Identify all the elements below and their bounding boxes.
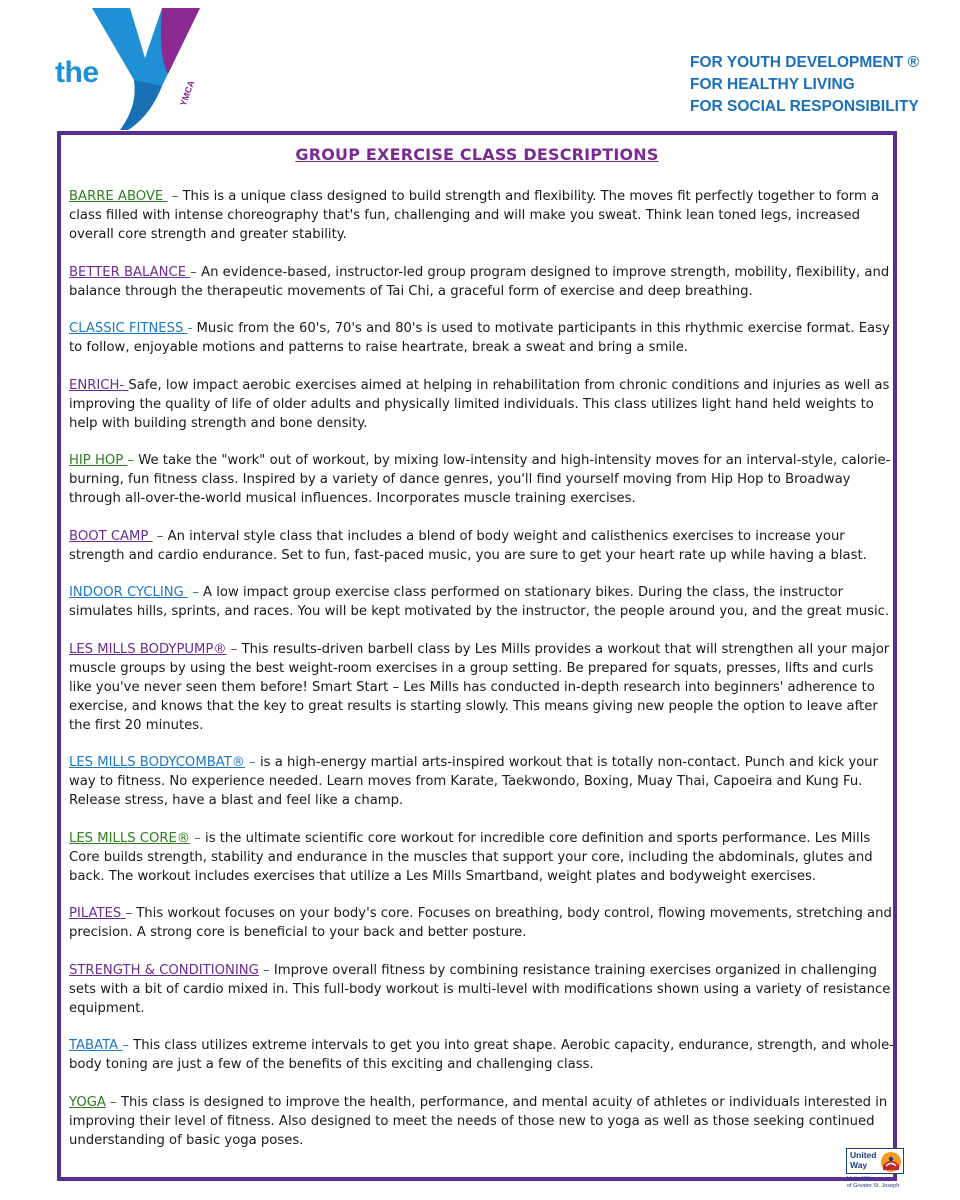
class-name: INDOOR CYCLING: [69, 585, 189, 600]
content-box: [57, 131, 897, 1181]
class-separator: –: [190, 830, 206, 846]
ymca-logo: [50, 6, 210, 131]
class-separator: –: [190, 264, 202, 280]
class-entry: [69, 451, 895, 508]
svg-text:®: ®: [190, 12, 197, 20]
class-entry: [69, 187, 895, 244]
united-way-sub-line: United Way: [847, 1176, 876, 1182]
class-description: A low impact group exercise class performed on stationary bikes. During the class, the instructor simulates hills, sprints, and races. You will be kept motivated by the instructor, the people around you, and the great music.: [69, 585, 890, 619]
tagline-line: FOR YOUTH DEVELOPMENT ®: [690, 54, 920, 71]
class-description: We take the "work" out of workout, by mixing low-intensity and high-intensity moves for an interval-style, calorie-burning, fun fitness class. Inspired by a variety of dance genres, you'll find yourself moving from Hip Hop to Broadway through all-over-the-world musical influences. Incorporates muscle training exercises.: [69, 453, 891, 506]
class-entry: [69, 319, 895, 357]
class-separator: –: [125, 906, 137, 921]
class-separator: –: [127, 453, 139, 468]
class-name: ENRICH-: [69, 377, 129, 393]
class-name: BARRE ABOVE: [69, 189, 168, 204]
class-name: STRENGTH & CONDITIONING: [69, 962, 259, 978]
united-way-line: Way: [850, 1160, 868, 1170]
class-description: This workout focuses on your body's core. Focuses on breathing, body control, flowing movements, stretching and precision. A strong core is beneficial to your back and better posture.: [69, 906, 892, 940]
class-name: LES MILLS CORE®: [69, 830, 191, 846]
page-header: [0, 0, 960, 130]
logo-the-text: the: [55, 56, 99, 89]
class-separator: –: [167, 189, 183, 204]
document-title: GROUP EXERCISE CLASS DESCRIPTIONS: [295, 145, 659, 164]
united-way-emblem-icon: [880, 1151, 902, 1173]
class-name: BETTER BALANCE: [69, 264, 191, 280]
class-separator: –: [152, 528, 168, 544]
class-name: HIP HOP: [69, 453, 128, 468]
united-way-badge: [846, 1148, 904, 1174]
class-entry: [69, 904, 895, 942]
class-description: Music from the 60's, 70's and 80's is used to motivate participants in this rhythmic exercise format. Easy to follow, enjoyable motions and patterns to raise heartrate, break a sweat and bring a smile.: [69, 321, 890, 355]
class-description: An interval style class that includes a blend of body weight and calisthenics exercises to increase your strength and cardio endurance. Set to fun, fast-paced music, you are sure to get your heart rate up while having a blast.: [69, 528, 867, 563]
united-way-logo: [846, 1148, 904, 1192]
class-description: is a high-energy martial arts-inspired workout that is totally non-contact. Punch and kick your way to fitness. No experience needed. Learn moves from Karate, Taekwondo, Boxing, Muay Thai, Capoeira and Kung Fu. Release stress, have a blast and feel like a champ.: [69, 755, 879, 808]
class-separator: -: [187, 321, 197, 336]
tagline-line: FOR HEALTHY LIVING: [690, 76, 855, 93]
class-list: [69, 187, 895, 1168]
class-entry: [69, 376, 895, 433]
class-entry: [69, 1036, 895, 1074]
class-name: TABATA: [69, 1038, 123, 1053]
class-name: YOGA: [69, 1094, 106, 1110]
class-description: This class is designed to improve the health, performance, and mental acuity of athletes or individuals interested in improving their level of fitness. Also designed to meet the needs of those new to yoga as well as those seeking continued understanding of basic yoga poses.: [69, 1094, 888, 1148]
class-description: Improve overall fitness by combining resistance training exercises organized in challenging sets with a bit of cardio mixed in. This full-body workout is multi-level with modifications shown using a variety of resistance equipment.: [69, 962, 891, 1016]
logo-ymca-text: YMCA: [178, 79, 197, 108]
united-way-line: United: [850, 1150, 877, 1160]
class-separator: –: [188, 585, 204, 600]
class-name: CLASSIC FITNESS: [69, 321, 188, 336]
class-name: PILATES: [69, 906, 126, 921]
united-way-subtitle: [847, 1176, 907, 1189]
united-way-sub-line: of Greater St. Joseph: [847, 1182, 900, 1189]
class-separator: –: [244, 755, 260, 770]
tagline-line: FOR SOCIAL RESPONSIBILITY: [690, 98, 919, 115]
class-entry: [69, 263, 895, 301]
tagline: [690, 52, 919, 118]
class-separator: –: [226, 641, 242, 657]
class-entry: [69, 829, 895, 886]
class-entry: [69, 1093, 895, 1150]
class-description: This is a unique class designed to build strength and flexibility. The moves fit perfectly together to form a class filled with intense choreography that's fun, challenging and will make you sweat. Think lean toned legs, increased overall core strength and greater stability.: [69, 189, 880, 242]
class-description: This results-driven barbell class by Les Mills provides a workout that will strengthen all your major muscle groups by using the best weight-room exercises in a group setting. Be prepared for squats, presses, lifts and curls like you've never seen them before! Smart Start – Les Mills has conducted in-depth research into beginners' adherence to exercise, and knows that the key to great results is starting slowly. This means giving new people the option to leave after the first 20 minutes.: [69, 641, 890, 733]
class-entry: [69, 583, 895, 621]
class-separator: –: [258, 962, 274, 978]
class-description: Safe, low impact aerobic exercises aimed at helping in rehabilitation from chronic conditions and injuries as well as improving the quality of life of older adults and physically limited individuals. This class utilizes light hand held weights to help with building strength and bone density.: [69, 377, 890, 431]
class-description: is the ultimate scientific core workout for incredible core definition and sports performance. Les Mills Core builds strength, stability and endurance in the muscles that support your core, including the abdominals, glutes and back. The workout includes exercises that utilize a Les Mills Smartband, weight plates and bodyweight exercises.: [69, 830, 873, 884]
class-entry: [69, 753, 895, 810]
class-description: An evidence-based, instructor-led group program designed to improve strength, mobility, flexibility, and balance through the therapeutic movements of Tai Chi, a graceful form of exercise and deep breathing.: [69, 264, 890, 299]
class-separator: –: [105, 1094, 121, 1110]
class-name: BOOT CAMP: [69, 528, 153, 544]
class-description: This class utilizes extreme intervals to get you into great shape. Aerobic capacity, endurance, strength, and whole-body toning are just a few of the benefits of this exciting and challenging class.: [69, 1038, 894, 1072]
class-name: LES MILLS BODYCOMBAT®: [69, 755, 245, 770]
class-entry: [69, 527, 895, 565]
class-separator: –: [122, 1038, 134, 1053]
class-entry: [69, 961, 895, 1018]
class-name: LES MILLS BODYPUMP®: [69, 641, 227, 657]
class-entry: [69, 640, 895, 735]
